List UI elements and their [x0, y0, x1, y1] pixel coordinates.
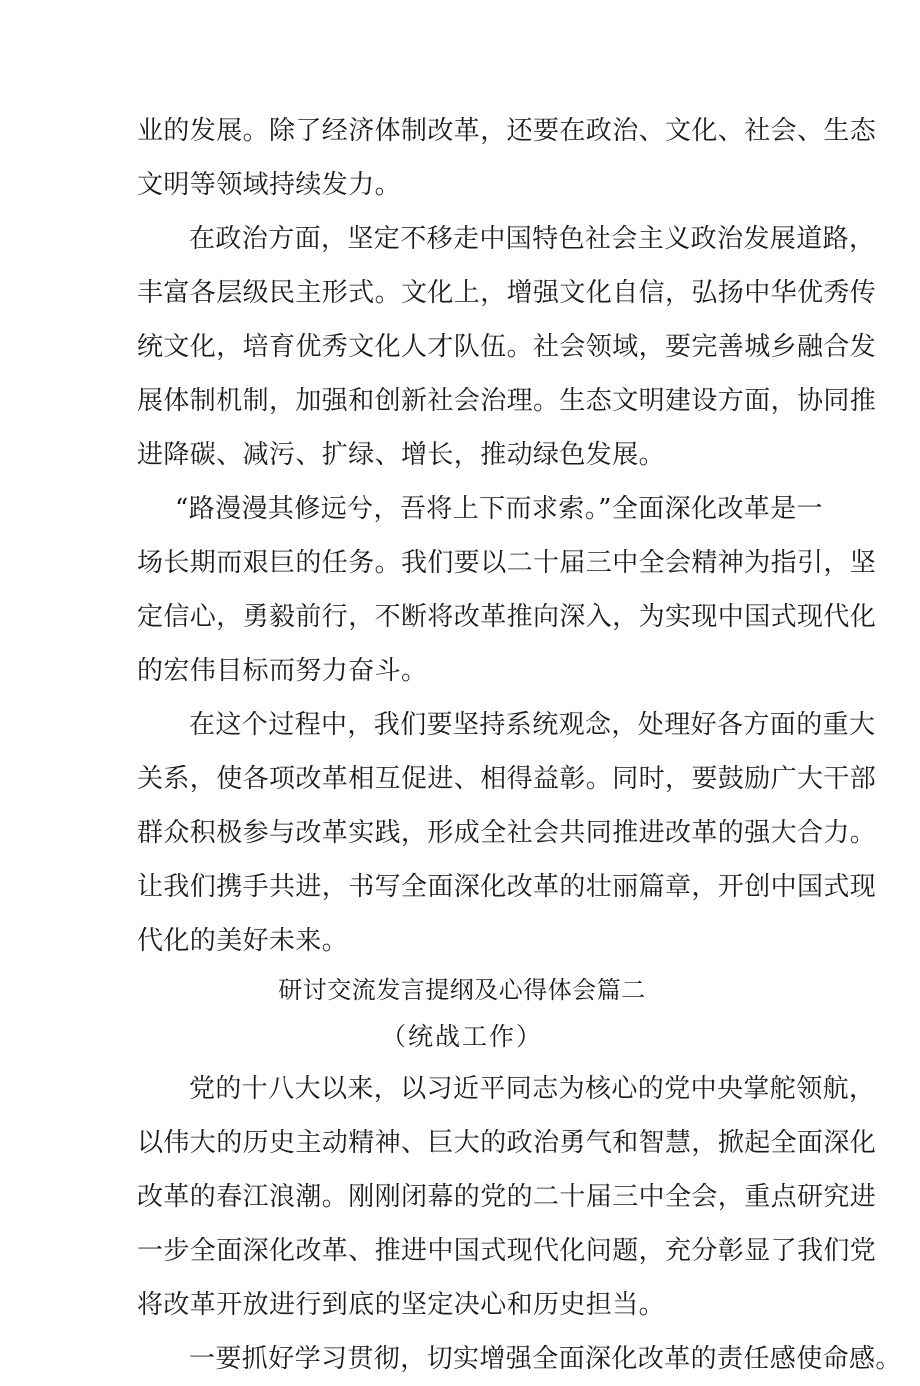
paragraph-6 [137, 1332, 902, 1386]
paragraph-line: 文明等领域持续发力。 [137, 170, 402, 200]
paragraph-line: 让我们携手共进，书写全面深化改革的壮丽篇章，开创中国式现 [137, 872, 877, 902]
paragraph-line: 统文化，培育优秀文化人才队伍。社会领域，要完善城乡融合发 [137, 332, 877, 362]
paragraph-line: 以伟大的历史主动精神、巨大的政治勇气和智慧，掀起全面深化 [137, 1128, 877, 1158]
paragraph-line: 场长期而艰巨的任务。我们要以二十届三中全会精神为指引，坚 [137, 548, 877, 578]
paragraph-line: 改革的春江浪潮。刚刚闭幕的党的二十届三中全会，重点研究进 [137, 1182, 877, 1212]
paragraph-line: 党的十八大以来，以习近平同志为核心的党中央掌舵领航， [189, 1074, 876, 1104]
paragraph-line: 群众积极参与改革实践，形成全社会共同推进改革的强大合力。 [137, 818, 877, 848]
paragraph-line: 在这个过程中，我们要坚持系统观念，处理好各方面的重大 [189, 710, 876, 740]
paragraph-1 [137, 104, 877, 212]
paragraph-line: 在政治方面，坚定不移走中国特色社会主义政治发展道路， [189, 224, 876, 254]
paragraph-line: 丰富各层级民主形式。文化上，增强文化自信，弘扬中华优秀传 [137, 278, 877, 308]
paragraph-line: 一步全面深化改革、推进中国式现代化问题，充分彰显了我们党 [137, 1236, 877, 1266]
paragraph-line: 定信心，勇毅前行，不断将改革推向深入，为实现中国式现代化 [137, 602, 877, 632]
paragraph-line: 业的发展。除了经济体制改革，还要在政治、文化、社会、生态 [137, 116, 877, 146]
paragraph-5 [137, 1062, 877, 1332]
paragraph-2 [137, 212, 877, 482]
paragraph-line: 代化的美好未来。 [137, 926, 349, 956]
document-page [137, 104, 902, 1386]
section-subtitle: （统战工作） [380, 1022, 543, 1051]
paragraph-line: 一要抓好学习贯彻，切实增强全面深化改革的责任感使命感。 [189, 1344, 902, 1374]
paragraph-line: 展体制机制，加强和创新社会治理。生态文明建设方面，协同推 [137, 386, 877, 416]
section-title: 研讨交流发言提纲及心得体会篇二 [278, 976, 646, 1004]
paragraph-line: 关系，使各项改革相互促进、相得益彰。同时，要鼓励广大干部 [137, 764, 877, 794]
paragraph-line: 进降碳、减污、扩绿、增长，推动绿色发展。 [137, 440, 666, 470]
paragraph-4 [137, 698, 877, 968]
paragraph-line: 将改革开放进行到底的坚定决心和历史担当。 [137, 1290, 666, 1320]
paragraph-line: 的宏伟目标而努力奋斗。 [137, 656, 428, 686]
paragraph-line: “路漫漫其修远兮，吾将上下而求索。”全面深化改革是一 [175, 494, 823, 524]
paragraph-3 [137, 482, 877, 698]
